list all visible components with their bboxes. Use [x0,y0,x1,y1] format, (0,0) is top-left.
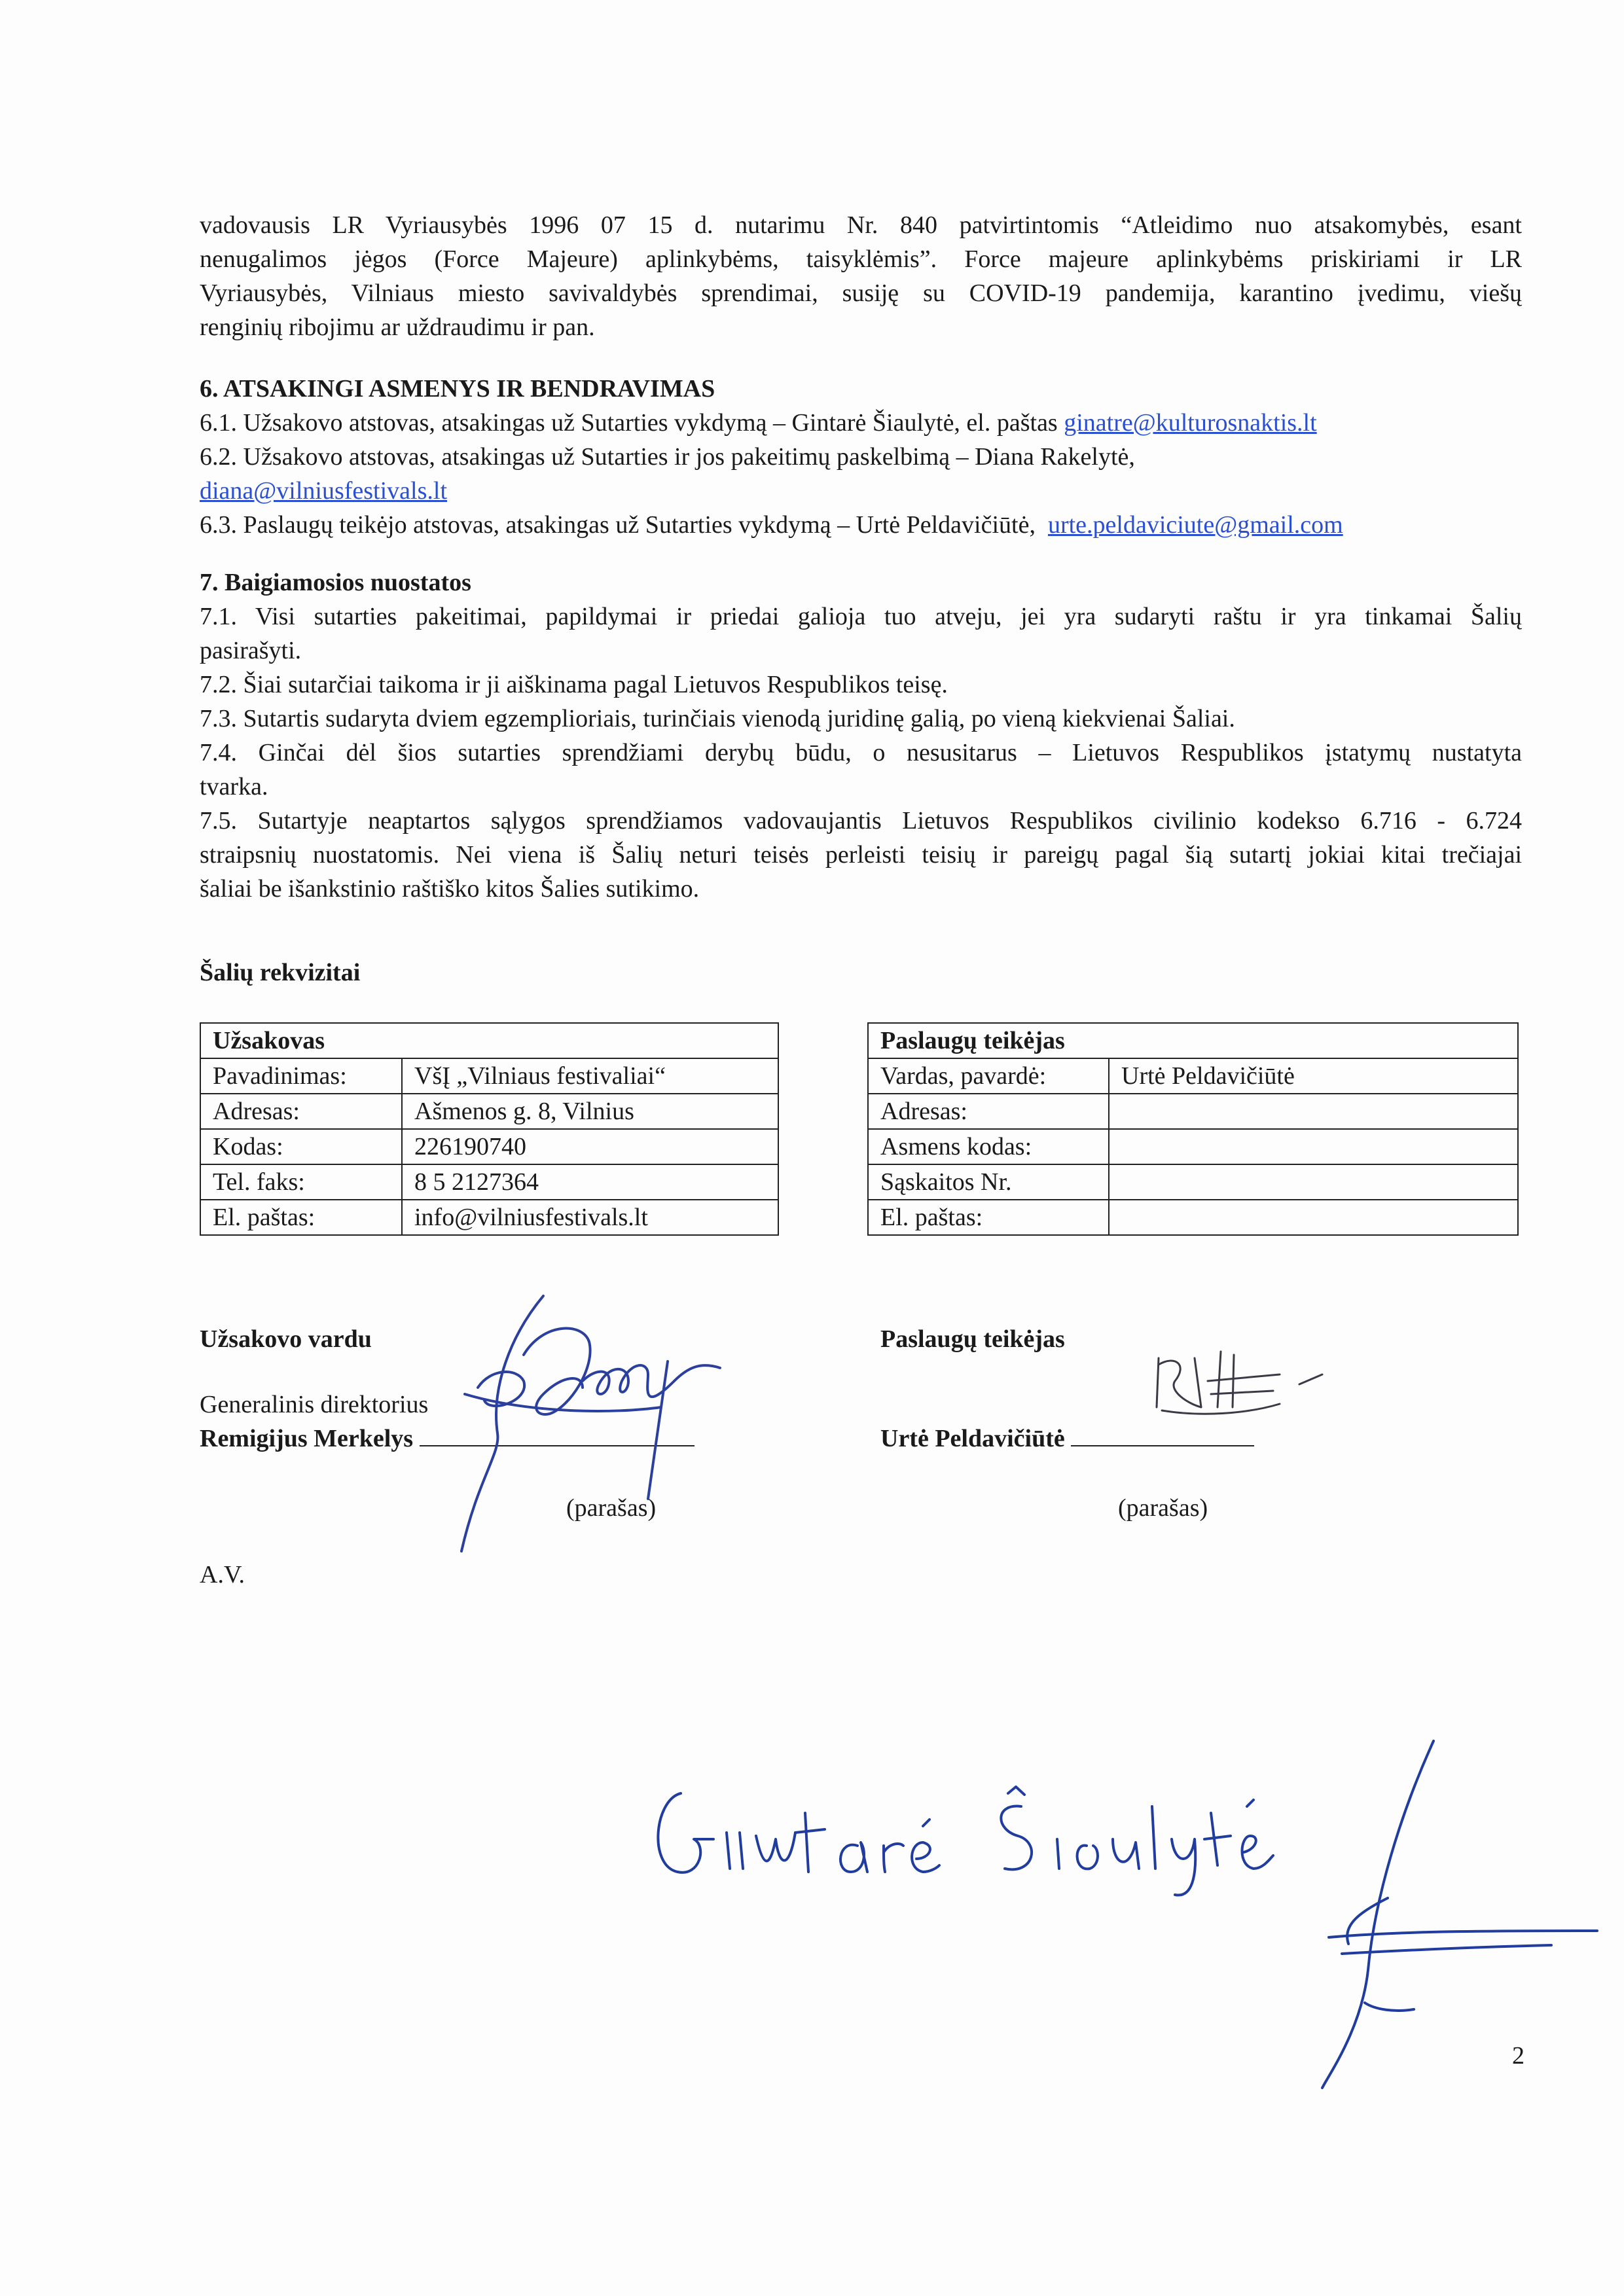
section-7-body [200,600,1522,906]
director-signature-image [452,1283,805,1558]
table-row [200,1200,778,1235]
client-signature-title: Užsakovo vardu [200,1325,372,1353]
row-label: Adresas: [200,1094,402,1129]
row-label: Pavadinimas: [200,1058,402,1094]
table-row [868,1129,1518,1164]
handwritten-name-image [641,1767,1296,1898]
provider-signature-image [1149,1345,1345,1430]
row-value: info@vilniusfestivals.lt [402,1200,778,1235]
section-7-p5: 7.5. Sutartyje neaptartos sąlygos sprendžiamos vadovaujantis Lietuvos Respublikos civilinio kodekso 6.716 - 6.724 [200,807,1522,834]
section-6-body [200,406,1522,542]
client-table-header: Užsakovas [200,1023,778,1058]
section-6-title: 6. ATSAKINGI ASMENYS IR BENDRAVIMAS [200,375,715,403]
row-value [1109,1129,1518,1164]
intro-paragraph [200,208,1522,344]
email-link-urte[interactable]: urte.peldaviciute@gmail.com [1047,511,1343,539]
section-7-p4: 7.4. Ginčai dėl šios sutarties sprendžiami derybų būdu, o nesusitarus – Lietuvos Respublikos įstatymų nustatyta [200,739,1522,766]
row-value: 226190740 [402,1129,778,1164]
section-7-p5-cont2: šaliai be išankstinio raštiško kitos Šalies sutikimo. [200,875,700,903]
table-row [200,1058,778,1094]
section-7-p1: 7.1. Visi sutarties pakeitimai, papildymai ir priedai galioja tuo atveju, jei yra sudaryti raštu ir yra tinkamai Šalių [200,603,1522,630]
page-number: 2 [1512,2042,1525,2070]
row-label: Sąskaitos Nr. [868,1164,1109,1200]
email-link-ginatre[interactable]: ginatre@kulturosnaktis.lt [1064,409,1317,437]
table-header-row [200,1023,778,1058]
row-label: Kodas: [200,1129,402,1164]
provider-table-header: Paslaugų teikėjas [868,1023,1518,1058]
provider-requisites-table [867,1022,1519,1236]
provider-signature-caption: (parašas) [1118,1494,1208,1522]
section-6-item-2-email-line [200,474,1522,508]
intro-line: nenugalimos jėgos (Force Majeure) aplinkybėms, taisyklėmis”. Force majeure aplinkybėms priskiriami ir LR [200,245,1522,273]
requisites-title: Šalių rekvizitai [200,959,361,986]
table-row [200,1164,778,1200]
client-name: Remigijus Merkelys [200,1425,414,1452]
row-value: Ašmenos g. 8, Vilnius [402,1094,778,1129]
row-value [1109,1164,1518,1200]
row-value [1109,1094,1518,1129]
client-role: Generalinis direktorius [200,1391,429,1418]
table-row [200,1129,778,1164]
provider-name: Urtė Peldavičiūtė [880,1425,1065,1452]
stamp-note: A.V. [200,1561,245,1588]
row-label: El. paštas: [200,1200,402,1235]
section-6-item-1 [200,406,1522,440]
table-header-row [868,1023,1518,1058]
client-signature-caption: (parašas) [566,1494,657,1522]
table-row [868,1200,1518,1235]
row-value: VšĮ „Vilniaus festivaliai“ [402,1058,778,1094]
client-requisites-table [200,1022,779,1236]
section-7-title: 7. Baigiamosios nuostatos [200,569,471,596]
section-7-p3: 7.3. Sutartis sudaryta dviem egzemplioriais, turinčiais vienodą juridinę galią, po vieną kiekvienai Šaliai. [200,705,1235,732]
row-label: Tel. faks: [200,1164,402,1200]
item-1-text: 6.1. Užsakovo atstovas, atsakingas už Sutarties vykdymą – Gintarė Šiaulytė, el. paštas [200,409,1064,437]
row-label: Vardas, pavardė: [868,1058,1109,1094]
intro-line: renginių ribojimu ar uždraudimu ir pan. [200,314,595,341]
provider-signature-title: Paslaugų teikėjas [880,1325,1065,1353]
intro-line: vadovausis LR Vyriausybės 1996 07 15 d. nutarimu Nr. 840 patvirtintomis “Atleidimo nuo atsakomybės, esant [200,211,1522,239]
initials-signature-image [1303,1734,1604,2101]
row-label: Asmens kodas: [868,1129,1109,1164]
table-row [200,1094,778,1129]
section-7-p4-cont: tvarka. [200,773,268,800]
row-value: 8 5 2127364 [402,1164,778,1200]
row-label: El. paštas: [868,1200,1109,1235]
section-6-item-3 [200,508,1522,542]
section-7-p2: 7.2. Šiai sutarčiai taikoma ir ji aiškinama pagal Lietuvos Respublikos teisę. [200,671,948,698]
table-row [868,1094,1518,1129]
row-value: Urtė Peldavičiūtė [1109,1058,1518,1094]
section-6-item-2: 6.2. Užsakovo atstovas, atsakingas už Sutarties ir jos pakeitimų paskelbimą – Diana Rakelytė, [200,443,1135,471]
section-7-p5-cont: straipsnių nuostatomis. Nei viena iš Šalių neturi teisės perleisti teisių ir pareigų pagal šią sutartį jokiai kitai trečiajai [200,841,1522,869]
table-row [868,1164,1518,1200]
table-row [868,1058,1518,1094]
item-3-text: 6.3. Paslaugų teikėjo atstovas, atsakingas už Sutarties vykdymą – Urtė Peldavičiūtė, [200,511,1036,539]
intro-line: Vyriausybės, Vilniaus miesto savivaldybės sprendimai, susiję su COVID-19 pandemija, karantino įvedimu, viešų [200,279,1522,307]
row-value [1109,1200,1518,1235]
section-7-p1-cont: pasirašyti. [200,637,302,664]
email-link-diana[interactable]: diana@vilniusfestivals.lt [200,477,447,505]
row-label: Adresas: [868,1094,1109,1129]
